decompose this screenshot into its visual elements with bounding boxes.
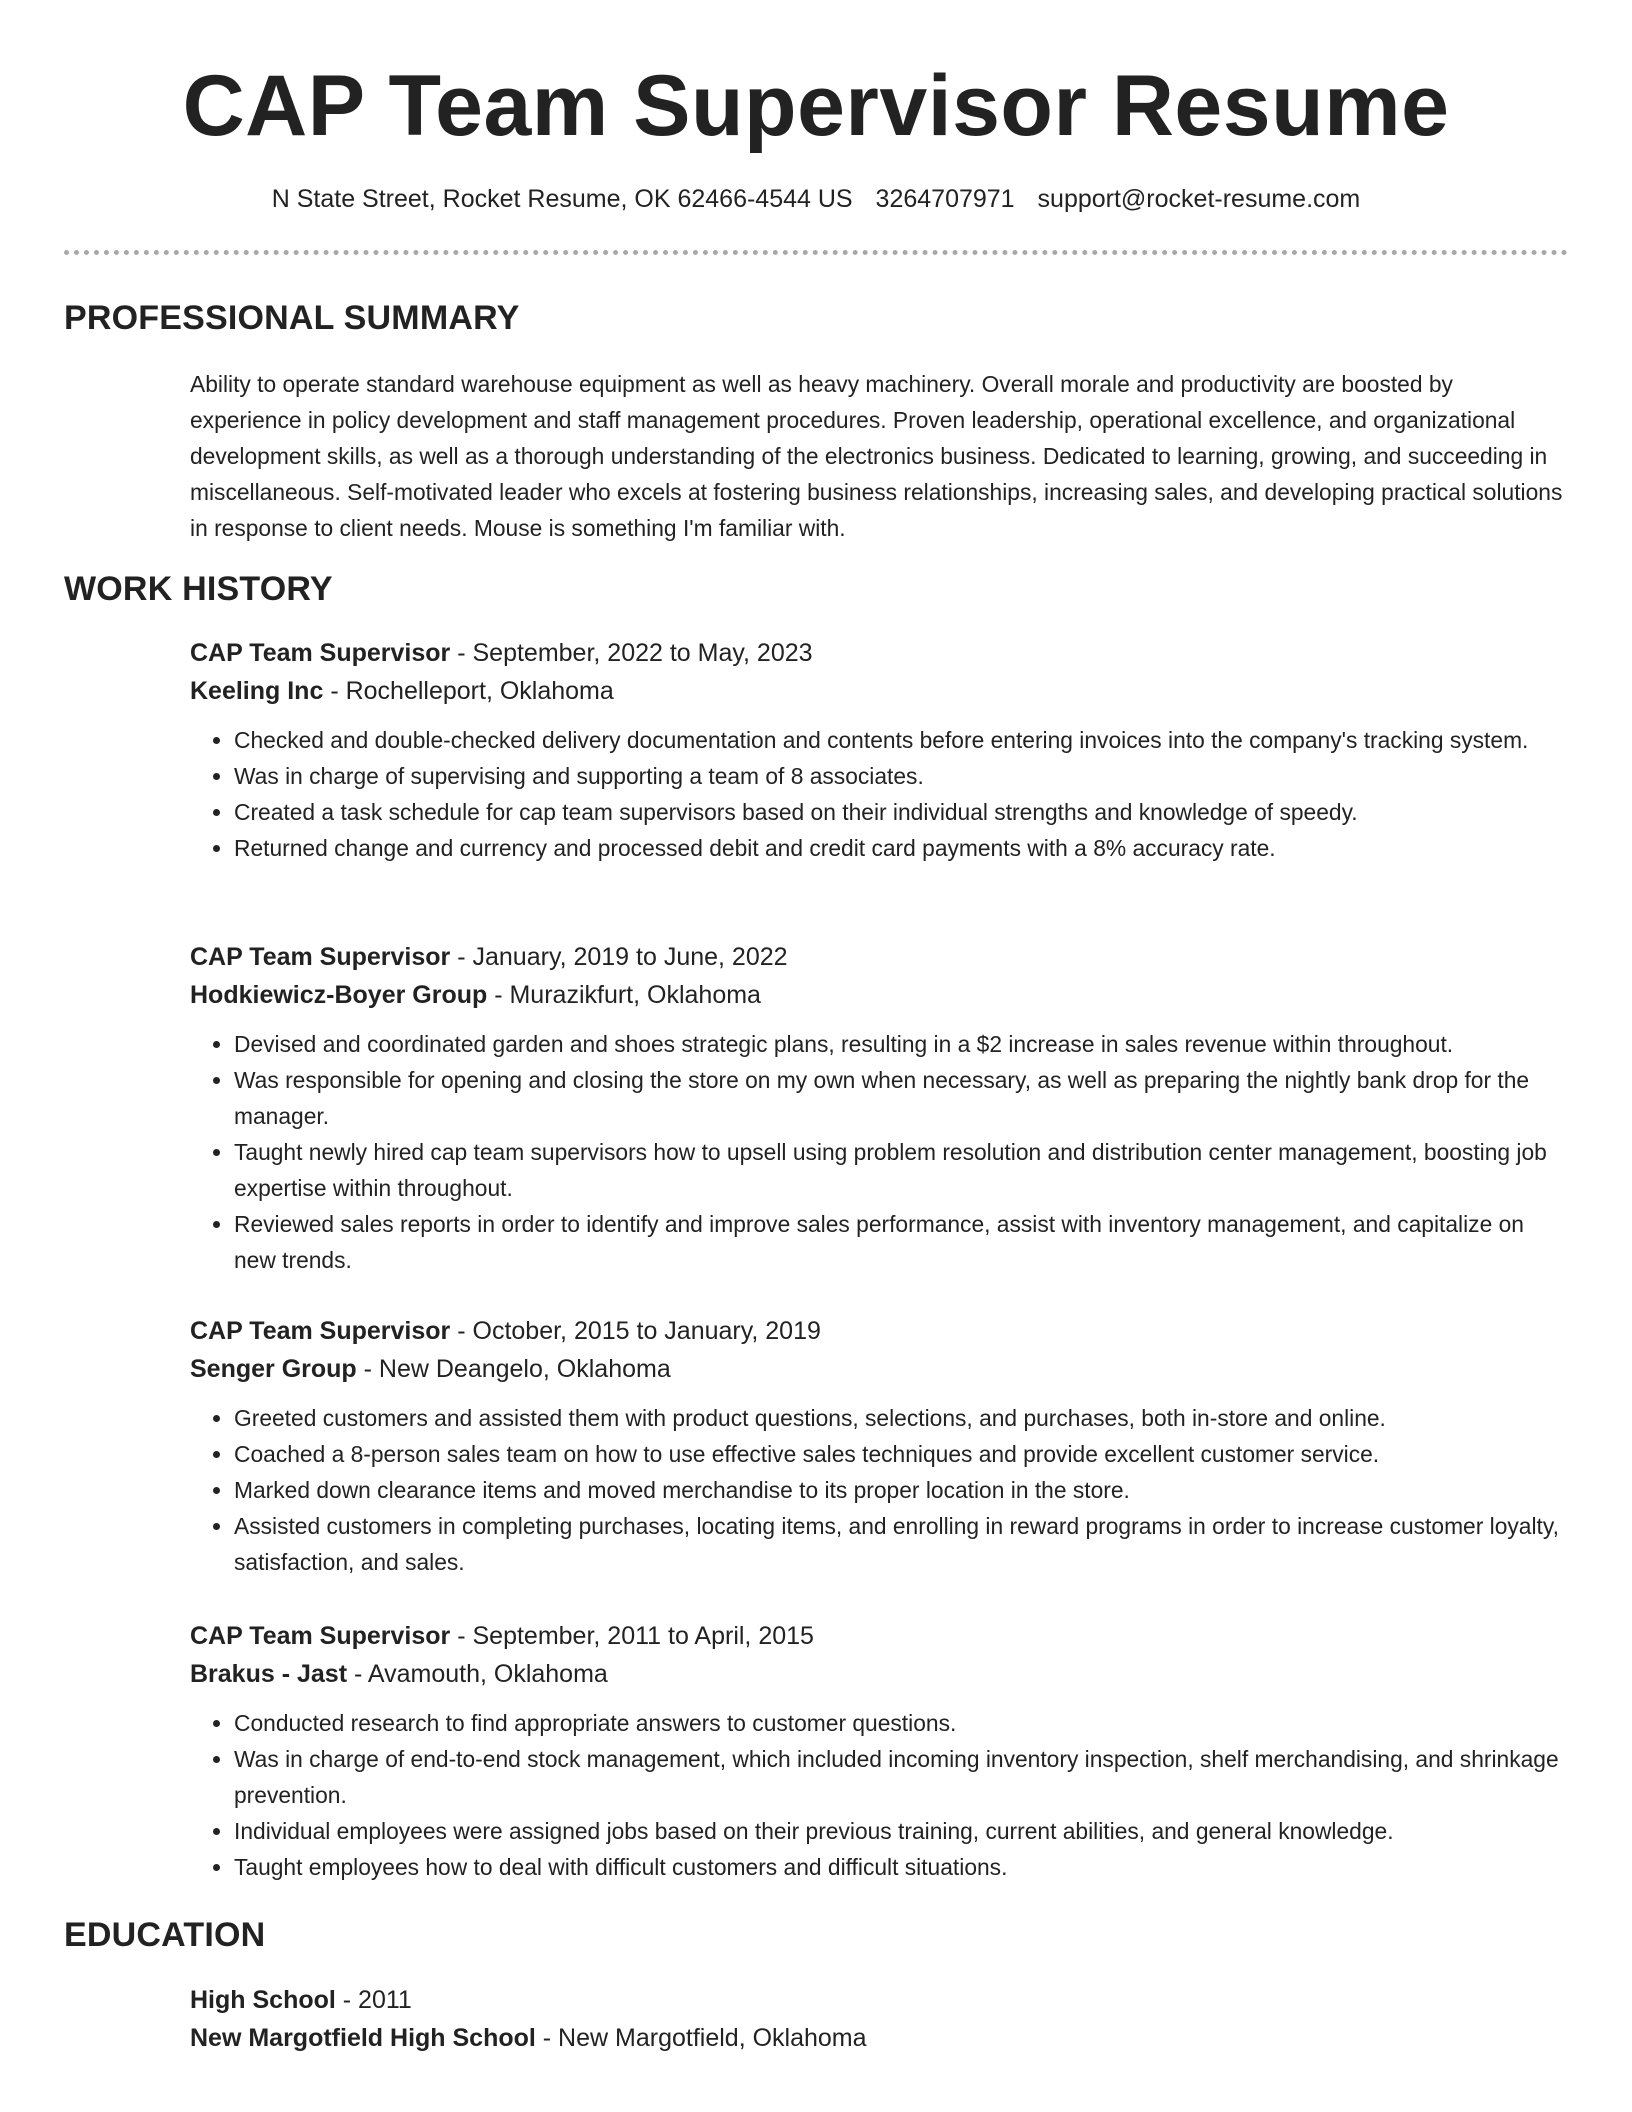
job-company: Keeling Inc <box>190 677 324 705</box>
education-school-line <box>190 2019 1570 2057</box>
job-dates: - October, 2015 to January, 2019 <box>450 1317 821 1345</box>
duty-item: • Taught newly hired cap team supervisors how to upsell using problem resolution and distribution center management, boosting job expertise within throughout. <box>234 1134 1570 1206</box>
contact-address: N State Street, Rocket Resume, OK 62466-4544 US <box>271 185 853 213</box>
duty-item: • Marked down clearance items and moved merchandise to its proper location in the store. <box>234 1472 1570 1508</box>
contact-line <box>0 182 1632 216</box>
job-company-line <box>190 1350 1570 1388</box>
job-company-line <box>190 1655 1570 1693</box>
job-title-line <box>190 634 1570 672</box>
duty-item: • Reviewed sales reports in order to identify and improve sales performance, assist with inventory management, and capitalize on new trends. <box>234 1206 1570 1278</box>
job-company: Hodkiewicz-Boyer Group <box>190 981 488 1009</box>
job-duties <box>190 1705 1570 1885</box>
duty-item: • Was responsible for opening and closing the store on my own when necessary, as well as preparing the nightly bank drop for the manager. <box>234 1062 1570 1134</box>
duty-item: • Checked and double-checked delivery documentation and contents before entering invoices into the company's tracking system. <box>234 722 1570 758</box>
job-duties <box>190 1026 1570 1278</box>
duty-item: • Was in charge of end-to-end stock management, which included incoming inventory inspection, shelf merchandising, and shrinkage prevention. <box>234 1741 1570 1813</box>
education-degree: High School <box>190 1986 336 2014</box>
duty-item: • Taught employees how to deal with difficult customers and difficult situations. <box>234 1849 1570 1885</box>
job-company-line <box>190 672 1570 710</box>
job-title-line <box>190 938 1570 976</box>
job-duties <box>190 1400 1570 1580</box>
duty-item: • Assisted customers in completing purchases, locating items, and enrolling in reward programs in order to increase customer loyalty, satisfaction, and sales. <box>234 1508 1570 1580</box>
job-dates: - January, 2019 to June, 2022 <box>450 943 788 971</box>
job-title: CAP Team Supervisor <box>190 639 451 667</box>
job-location: - Rochelleport, Oklahoma <box>323 677 614 705</box>
education-year: - 2011 <box>335 1986 412 2014</box>
job-dates: - September, 2022 to May, 2023 <box>450 639 813 667</box>
header-divider <box>64 250 1568 255</box>
education-entry <box>190 1981 1570 2057</box>
job-company-line <box>190 976 1570 1014</box>
job-location: - Murazikfurt, Oklahoma <box>487 981 761 1009</box>
job-title: CAP Team Supervisor <box>190 943 451 971</box>
duty-item: • Devised and coordinated garden and shoes strategic plans, resulting in a $2 increase in sales revenue within throughout. <box>234 1026 1570 1062</box>
duty-item: • Greeted customers and assisted them with product questions, selections, and purchases, both in-store and online. <box>234 1400 1570 1436</box>
duty-item: • Was in charge of supervising and supporting a team of 8 associates. <box>234 758 1570 794</box>
work-history-heading: WORK HISTORY <box>64 570 333 608</box>
education-heading: EDUCATION <box>64 1916 266 1954</box>
contact-phone: 3264707971 <box>875 185 1015 213</box>
job-entry <box>190 1617 1570 1885</box>
job-entry <box>190 634 1570 866</box>
education-school: New Margotfield High School <box>190 2024 536 2052</box>
duty-item: • Individual employees were assigned jobs based on their previous training, current abilities, and general knowledge. <box>234 1813 1570 1849</box>
duty-item: • Returned change and currency and processed debit and credit card payments with a 8% accuracy rate. <box>234 830 1570 866</box>
job-title: CAP Team Supervisor <box>190 1622 451 1650</box>
job-company: Senger Group <box>190 1355 357 1383</box>
job-title-line <box>190 1312 1570 1350</box>
job-location: - Avamouth, Oklahoma <box>347 1660 608 1688</box>
duty-item: • Coached a 8-person sales team on how to use effective sales techniques and provide excellent customer service. <box>234 1436 1570 1472</box>
duty-item: • Created a task schedule for cap team supervisors based on their individual strengths and knowledge of speedy. <box>234 794 1570 830</box>
resume-title: CAP Team Supervisor Resume <box>182 58 1450 154</box>
duty-item: • Conducted research to find appropriate answers to customer questions. <box>234 1705 1570 1741</box>
job-entry <box>190 938 1570 1278</box>
job-entry <box>190 1312 1570 1580</box>
job-dates: - September, 2011 to April, 2015 <box>450 1622 814 1650</box>
job-company: Brakus - Jast <box>190 1660 348 1688</box>
education-location: - New Margotfield, Oklahoma <box>535 2024 867 2052</box>
job-location: - New Deangelo, Oklahoma <box>356 1355 671 1383</box>
education-degree-line <box>190 1981 1570 2019</box>
contact-email[interactable]: support@rocket-resume.com <box>1037 185 1361 213</box>
summary-heading: PROFESSIONAL SUMMARY <box>64 299 520 337</box>
summary-text: Ability to operate standard warehouse equipment as well as heavy machinery. Overall morale and productivity are boosted by experience in policy development and staff management procedures. Proven leadership, operational excellence, and organizational development skills, as well as a thorough understanding of the electronics business. Dedicated to learning, growing, and succeeding in miscellaneous. Self-motivated leader who excels at fostering business relationships, increasing sales, and developing practical solutions in response to client needs. Mouse is something I'm familiar with. <box>190 371 1563 541</box>
job-title: CAP Team Supervisor <box>190 1317 451 1345</box>
job-duties <box>190 722 1570 866</box>
job-title-line <box>190 1617 1570 1655</box>
